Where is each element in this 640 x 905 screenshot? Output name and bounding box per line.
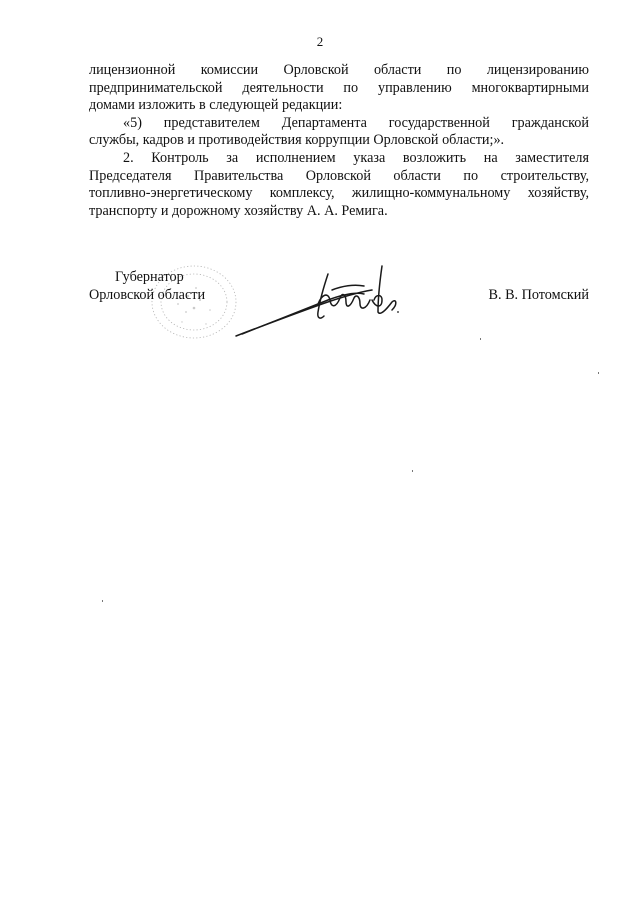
text-line: Председателя Правительства Орловской области по строительству, [89, 167, 589, 184]
paragraph-2 [89, 115, 589, 150]
signer-title-line: Губернатор [115, 269, 184, 285]
text-line: топливно-энергетическому комплексу, жилищно-коммунальному хозяйству, [89, 185, 589, 202]
text-line: 2. Контроль за исполнением указа возложить на заместителя [123, 149, 589, 166]
signer-title-line: Орловской области [89, 287, 206, 303]
scan-artifact [598, 372, 599, 374]
scan-artifact [102, 600, 103, 602]
scan-artifact [412, 470, 413, 472]
scan-artifact [480, 338, 481, 340]
paragraph-3 [89, 150, 589, 220]
page-number: 2 [316, 34, 324, 49]
text-line: лицензионной комиссии Орловской области по лицензированию [89, 62, 589, 78]
signer-title [89, 268, 205, 304]
text-line: транспорту и дорожному хозяйству А. А. Ремига. [89, 202, 388, 219]
text-line: домами изложить в следующей редакции: [89, 97, 343, 114]
paragraph-1 [89, 62, 589, 115]
document-body [89, 62, 589, 220]
handwritten-signature [232, 252, 412, 342]
text-line: «5) представителем Департамента государственной гражданской [123, 114, 589, 131]
signer-name: В. В. Потомский [488, 287, 589, 303]
text-line: предпринимательской деятельности по управлению многоквартирными [89, 79, 589, 96]
text-line: службы, кадров и противодействия коррупции Орловской области;». [89, 132, 505, 149]
